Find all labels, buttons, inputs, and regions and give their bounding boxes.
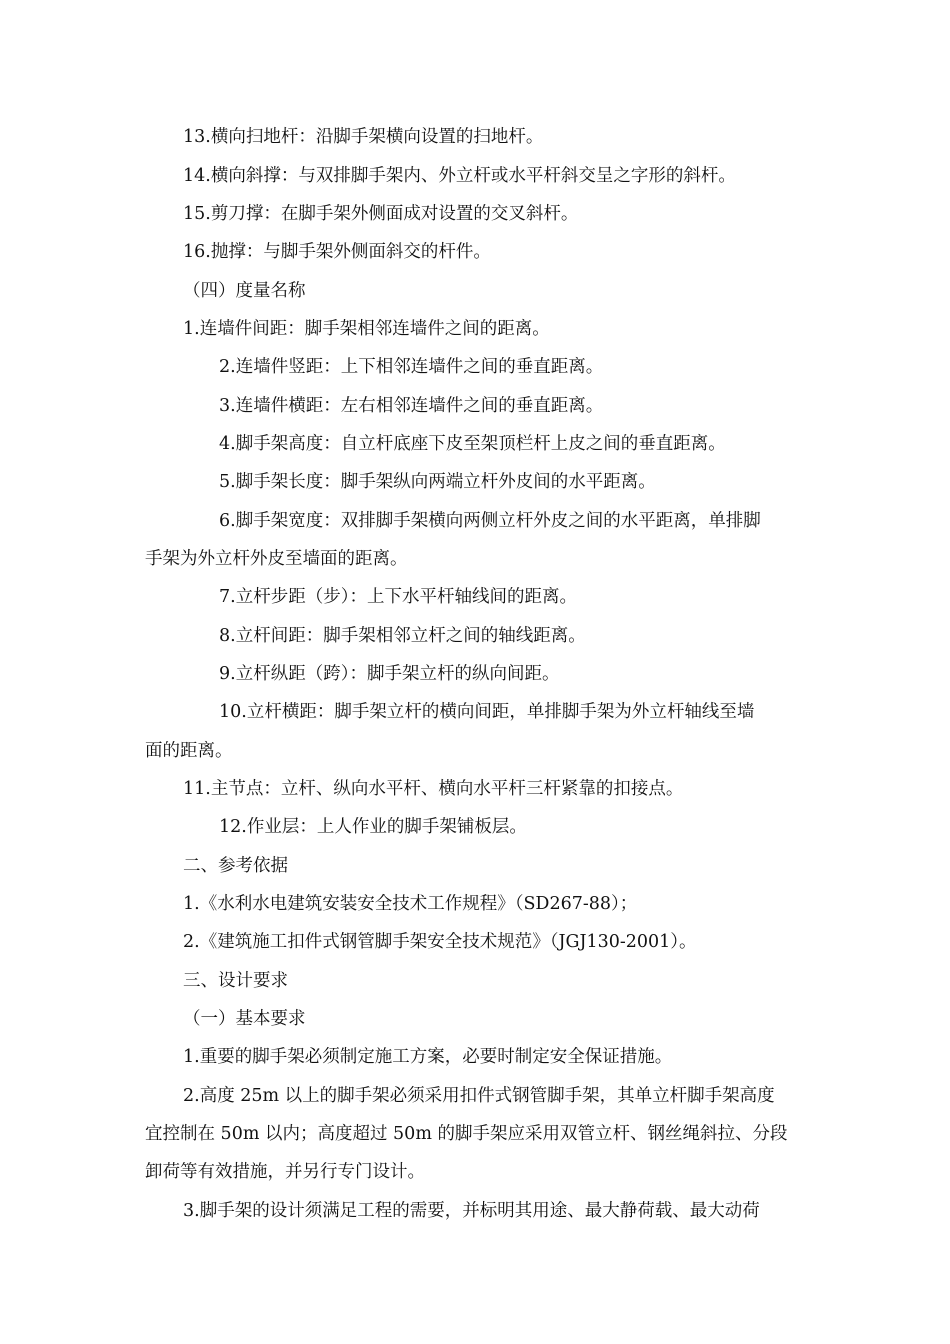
text-line: 12.作业层：上人作业的脚手架铺板层。	[219, 817, 527, 837]
text-line: 2.连墙件竖距：上下相邻连墙件之间的垂直距离。	[219, 357, 604, 377]
text-line: 1.连墙件间距：脚手架相邻连墙件之间的距离。	[183, 319, 550, 339]
text-line: 1.《水利水电建筑安装安全技术工作规程》（SD267-88）；	[183, 894, 638, 914]
text-line: 手架为外立杆外皮至墙面的距离。	[145, 549, 408, 569]
text-line: 6.脚手架宽度：双排脚手架横向两侧立杆外皮之间的水平距离，单排脚	[219, 511, 761, 531]
text-line: 面的距离。	[145, 741, 233, 761]
text-line: 16.抛撑：与脚手架外侧面斜交的杆件。	[183, 242, 491, 262]
text-line: 8.立杆间距：脚手架相邻立杆之间的轴线距离。	[219, 626, 586, 646]
text-line: 2.高度 25m 以上的脚手架必须采用扣件式钢管脚手架，其单立杆脚手架高度	[183, 1086, 775, 1106]
text-line: 10.立杆横距：脚手架立杆的横向间距，单排脚手架为外立杆轴线至墙	[219, 702, 755, 722]
text-line: 7.立杆步距（步）：上下水平杆轴线间的距离。	[219, 587, 577, 607]
text-line: 11.主节点：立杆、纵向水平杆、横向水平杆三杆紧靠的扣接点。	[183, 779, 684, 799]
section-heading: 二、参考依据	[183, 856, 288, 876]
text-line: 13.横向扫地杆：沿脚手架横向设置的扫地杆。	[183, 127, 544, 147]
text-line: 4.脚手架高度：自立杆底座下皮至架顶栏杆上皮之间的垂直距离。	[219, 434, 726, 454]
text-line: 2.《建筑施工扣件式钢管脚手架安全技术规范》（JGJ130-2001）。	[183, 932, 697, 952]
text-line: 15.剪刀撑：在脚手架外侧面成对设置的交叉斜杆。	[183, 204, 579, 224]
section-heading: （四）度量名称	[183, 281, 306, 301]
text-line: 9.立杆纵距（跨）：脚手架立杆的纵向间距。	[219, 664, 560, 684]
section-heading: 三、设计要求	[183, 971, 288, 991]
section-heading: （一）基本要求	[183, 1009, 306, 1029]
text-line: 1.重要的脚手架必须制定施工方案，必要时制定安全保证措施。	[183, 1047, 673, 1067]
text-line: 5.脚手架长度：脚手架纵向两端立杆外皮间的水平距离。	[219, 472, 656, 492]
text-line: 宜控制在 50m 以内；高度超过 50m 的脚手架应采用双管立杆、钢丝绳斜拉、分段	[145, 1124, 788, 1144]
text-line: 14.横向斜撑：与双排脚手架内、外立杆或水平杆斜交呈之字形的斜杆。	[183, 166, 736, 186]
text-line: 卸荷等有效措施，并另行专门设计。	[145, 1162, 425, 1182]
text-line: 3.连墙件横距：左右相邻连墙件之间的垂直距离。	[219, 396, 604, 416]
text-line: 3.脚手架的设计须满足工程的需要，并标明其用途、最大静荷载、最大动荷	[183, 1201, 760, 1221]
